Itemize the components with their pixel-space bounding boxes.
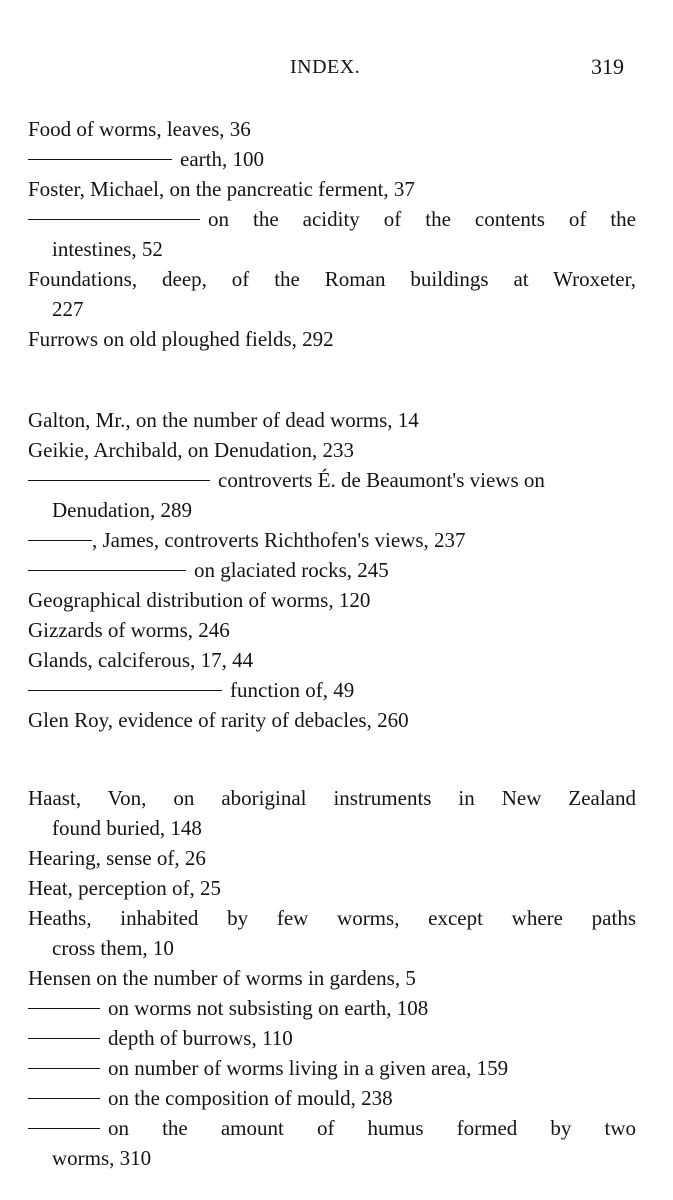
index-entry: Galton, Mr., on the number of dead worms, 14 xyxy=(28,408,419,432)
index-entry-continuation: intestines, 52 xyxy=(52,237,163,261)
index-entry: Hensen on the number of worms in gardens, 5 xyxy=(28,966,416,990)
index-subentry: depth of burrows, 110 xyxy=(28,1023,636,1053)
ditto-dash xyxy=(28,570,186,571)
index-entry: Furrows on old ploughed fields, 292 xyxy=(28,327,334,351)
page-number: 319 xyxy=(591,54,624,79)
ditto-dash xyxy=(28,480,210,481)
index-subentry: function of, 49 xyxy=(28,675,636,705)
ditto-dash xyxy=(28,1128,100,1129)
index-subentry: , James, controverts Richthofen's views, 237 xyxy=(28,525,636,555)
index-entry: Foundations, deep, of the Roman buildings at Wroxeter, xyxy=(28,267,636,291)
index-entry: Heaths, inhabited by few worms, except where paths xyxy=(28,906,636,930)
ditto-dash xyxy=(28,159,172,160)
index-entry: Foster, Michael, on the pancreatic ferment, 37 xyxy=(28,177,415,201)
index-entry-continuation: worms, 310 xyxy=(52,1146,152,1170)
index-entry-continuation: 227 xyxy=(52,297,84,321)
index-subentry: on the composition of mould, 238 xyxy=(28,1083,636,1113)
index-entry: Food of worms, leaves, 36 xyxy=(28,117,251,141)
index-entry: Haast, Von, on aboriginal instruments in New Zealand xyxy=(28,786,636,810)
index-entry: Heat, perception of, 25 xyxy=(28,876,222,900)
ditto-dash xyxy=(28,1038,100,1039)
index-subentry: on glaciated rocks, 245 xyxy=(28,555,636,585)
running-header-title: INDEX. xyxy=(290,56,361,78)
index-subentry: controverts É. de Beaumont's views on xyxy=(28,465,636,495)
index-entry: Glen Roy, evidence of rarity of debacles, 260 xyxy=(28,708,409,732)
ditto-dash xyxy=(28,1008,100,1009)
index-entry: Geographical distribution of worms, 120 xyxy=(28,588,371,612)
index-entry-continuation: found buried, 148 xyxy=(52,816,202,840)
ditto-dash xyxy=(28,1068,100,1069)
ditto-dash xyxy=(28,1098,100,1099)
index-subentry: on the acidity of the contents of the xyxy=(28,204,636,234)
index-subentry: earth, 100 xyxy=(28,144,636,174)
ditto-dash xyxy=(28,690,222,691)
index-subentry: on worms not subsisting on earth, 108 xyxy=(28,993,636,1023)
index-subentry: on the amount of humus formed by two xyxy=(28,1113,636,1143)
index-entry: Hearing, sense of, 26 xyxy=(28,846,206,870)
ditto-dash xyxy=(28,219,200,220)
index-entry-continuation: Denudation, 289 xyxy=(52,498,192,522)
index-entry: Gizzards of worms, 246 xyxy=(28,618,230,642)
index-entry-continuation: cross them, 10 xyxy=(52,936,174,960)
index-entry: Glands, calciferous, 17, 44 xyxy=(28,648,254,672)
ditto-dash xyxy=(28,540,92,541)
index-entry: Geikie, Archibald, on Denudation, 233 xyxy=(28,438,355,462)
index-subentry: on number of worms living in a given area, 159 xyxy=(28,1053,636,1083)
